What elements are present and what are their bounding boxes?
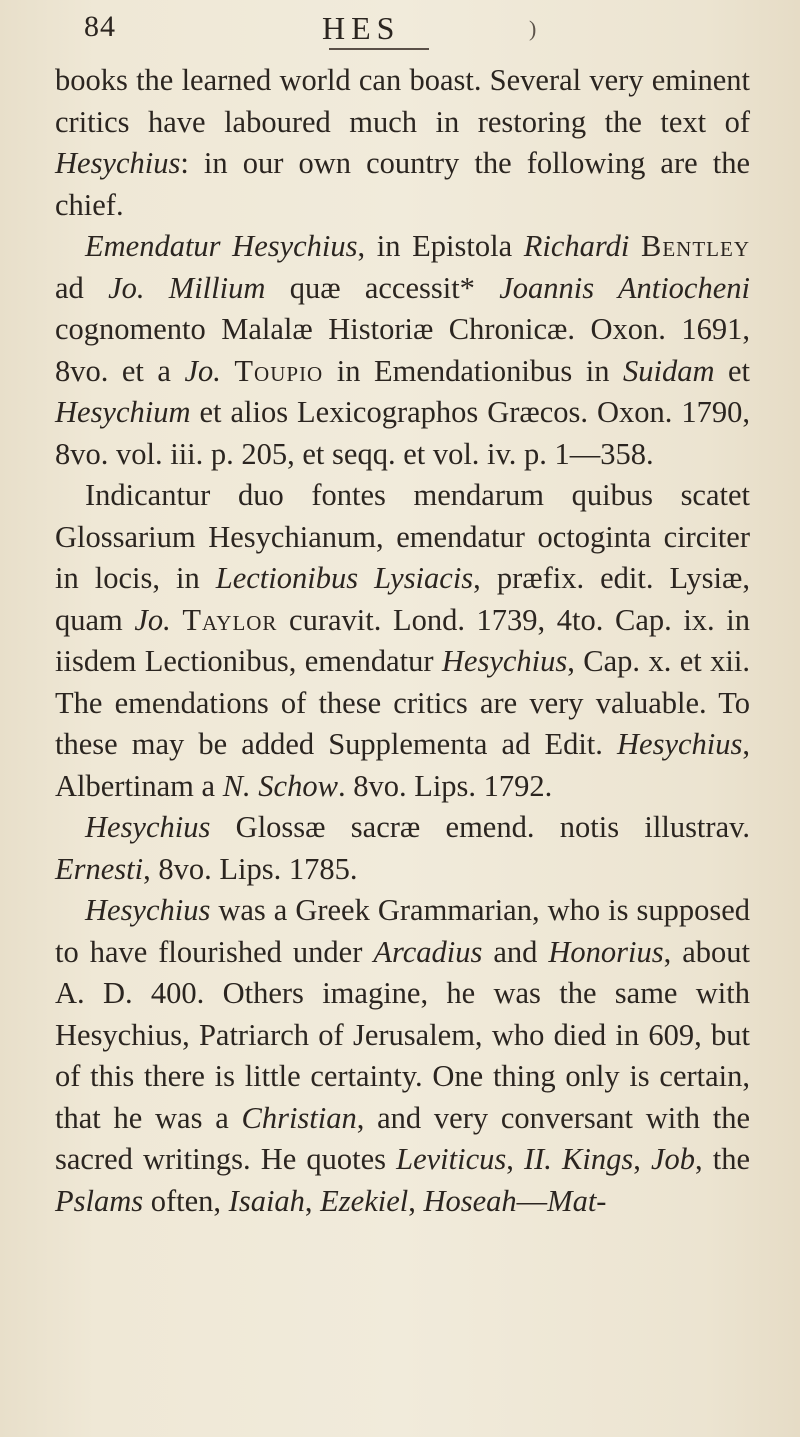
italic-text: Job — [650, 1142, 695, 1176]
italic-text: Leviticus — [396, 1142, 507, 1176]
italic-text: Honorius — [548, 934, 664, 969]
text-run — [221, 354, 235, 388]
text-run: . 8vo. Lips. 1792. — [337, 768, 553, 803]
text-run: , 8vo. Lips. 1785. — [143, 851, 358, 886]
text-run: and — [482, 934, 549, 969]
text-run — [171, 603, 183, 637]
text-run: curavit. Lond. 1739, 4to. Cap. ix. in iisdem Lectionibus, emendatur — [55, 602, 751, 678]
text-run: ad — [55, 270, 109, 305]
italic-text: Jo. — [134, 602, 171, 637]
italic-text: Mat- — [547, 1183, 607, 1218]
page-header — [84, 10, 724, 50]
italic-text: Joannis Antiocheni — [499, 270, 750, 305]
text-run: in Emendationibus in — [323, 353, 623, 388]
text-run: et — [714, 353, 750, 388]
italic-text: Hoseah — [423, 1183, 517, 1218]
text-run: et alios Lexicographos Græcos. Oxon. 1790, 8vo. vol. iii. p. 205, et seqq. et vol. iv. p. 1—358. — [55, 395, 750, 471]
text-run: : in our own country the following are the chief. — [55, 146, 750, 222]
text-run — [629, 229, 641, 263]
text-run: was a Greek Grammarian, who is supposed to have flourished under — [55, 893, 750, 969]
italic-text: Hesychius — [85, 893, 211, 927]
italic-text: Jo. Millium — [108, 270, 266, 305]
text-run: , Albertinam a — [55, 727, 750, 803]
text-run: , about A. D. 400. Others imagine, he was the same with Hesychius, Patriarch of Jerusalem, who died in 609, but of this there is little certainty. One thing only is certain, that he was a — [55, 934, 750, 1135]
paragraph-2 — [55, 226, 750, 475]
text-run: often, — [143, 1183, 229, 1218]
paragraph-3 — [55, 475, 750, 807]
italic-text: Emendatur Hesychius — [85, 229, 358, 263]
text-run: — — [516, 1183, 548, 1218]
italic-text: Christian — [241, 1100, 357, 1135]
italic-text: Hesychius — [85, 810, 211, 844]
text-run: , the — [695, 1142, 750, 1176]
italic-text: Hesychius — [441, 644, 568, 678]
text-run: quæ accessit* — [265, 270, 500, 305]
text-run: , and very conversant with the sacred writings. He quotes — [55, 1100, 750, 1176]
text-run: , in Epistola — [357, 229, 524, 263]
italic-text: Pslams — [55, 1183, 144, 1218]
text-run: , — [506, 1142, 524, 1176]
italic-text: N. Schow — [222, 768, 338, 803]
paragraph-5 — [55, 890, 750, 1222]
text-run: , — [408, 1183, 424, 1218]
italic-text: Ernesti — [55, 851, 144, 886]
italic-text: Jo. — [184, 353, 221, 388]
italic-text: Hesychium — [55, 395, 191, 429]
text-run: , — [304, 1183, 321, 1218]
italic-text: Richardi — [523, 229, 630, 263]
body-text — [55, 60, 750, 1222]
page-number: 84 — [84, 10, 116, 43]
text-run: books the learned world can boast. Several very eminent critics have laboured much in restoring the text of — [55, 63, 750, 139]
italic-text: Arcadius — [373, 934, 483, 969]
italic-text: Lectionibus Lysiacis — [215, 561, 474, 595]
text-run: , præfix. edit. Lysiæ, quam — [55, 561, 750, 637]
text-run: Indicantur duo fontes mendarum quibus scatet Glossarium Hesychianum, emendatur octoginta circiter in locis, in — [55, 478, 750, 595]
paragraph-4 — [55, 807, 750, 890]
small-caps-name: Taylor — [182, 602, 278, 637]
italic-text: Suidam — [622, 353, 715, 388]
text-run: , Cap. x. et xii. The emendations of these critics are very valuable. To these may be added Supplementa ad Edit. — [55, 644, 750, 761]
small-caps-name: Bentley — [641, 229, 751, 263]
italic-text: Isaiah — [228, 1183, 305, 1218]
italic-text: II. Kings — [523, 1142, 634, 1176]
paragraph-1 — [55, 60, 750, 226]
italic-text: Hesychius — [617, 727, 743, 761]
text-run: , — [633, 1142, 651, 1176]
running-head: HES — [322, 10, 401, 46]
text-run: Glossæ sacræ emend. notis illustrav. — [210, 810, 750, 844]
italic-text: Hesychius — [55, 146, 181, 180]
text-run: cognomento Malalæ Historiæ Chronicæ. Oxon. 1691, 8vo. et a — [55, 312, 750, 388]
small-caps-name: Toupio — [234, 353, 324, 388]
header-rule — [329, 48, 429, 50]
italic-text: Ezekiel — [320, 1183, 409, 1218]
stray-mark: ) — [529, 16, 537, 41]
